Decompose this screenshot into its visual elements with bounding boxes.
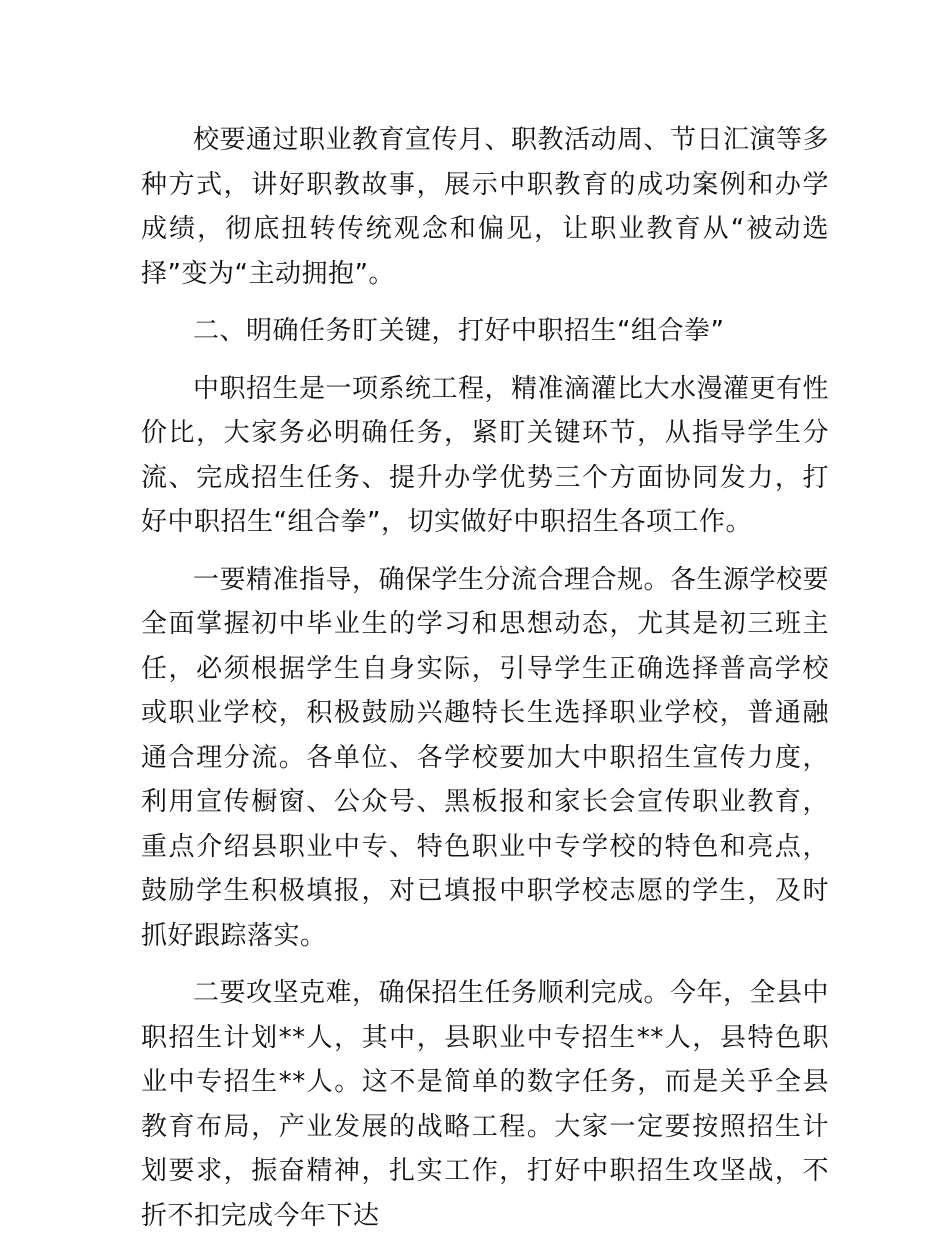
paragraph-intro: 中职招生是一项系统工程，精准滴灌比大水漫灌更有性价比，大家务必明确任务，紧盯关键环节，从指导学生分流、完成招生任务、提升办学优势三个方面协同发力，打好中职招生“组合拳”，切实做好中职招生各项工作。 — [141, 373, 830, 537]
document-body — [141, 118, 829, 1251]
paragraph-item-two: 二要攻坚克难，确保招生任务顺利完成。今年，全县中职招生计划**人，其中，县职业中专招生**人，县特色职业中专招生**人。这不是简单的数字任务，而是关乎全县教育布局，产业发展的战略工程。大家一定要按照招生计划要求，振奋精神，扎实工作，打好中职招生攻坚战，不折不扣完成今年下达 — [141, 978, 830, 1231]
paragraph-continuation: 校要通过职业教育宣传月、职教活动周、节日汇演等多种方式，讲好职教故事，展示中职教育的成功案例和办学成绩，彻底扭转传统观念和偏见，让职业教育从“被动选择”变为“主动拥抱”。 — [141, 125, 830, 289]
paragraph-item-one: 一要精准指导，确保学生分流合理合规。各生源学校要全面掌握初中毕业生的学习和思想动态，尤其是初三班主任，必须根据学生自身实际，引导学生正确选择普高学校或职业学校，积极鼓励兴趣特长生选择职业学校，普通融通合理分流。各单位、各学校要加大中职招生宣传力度，利用宣传橱窗、公众号、黑板报和家长会宣传职业教育，重点介绍县职业中专、特色职业中专学校的特色和亮点，鼓励学生积极填报，对已填报中职学校志愿的学生，及时抓好跟踪落实。 — [141, 564, 830, 951]
section-heading: 二、明确任务盯关键，打好中职招生“组合拳” — [193, 316, 725, 346]
